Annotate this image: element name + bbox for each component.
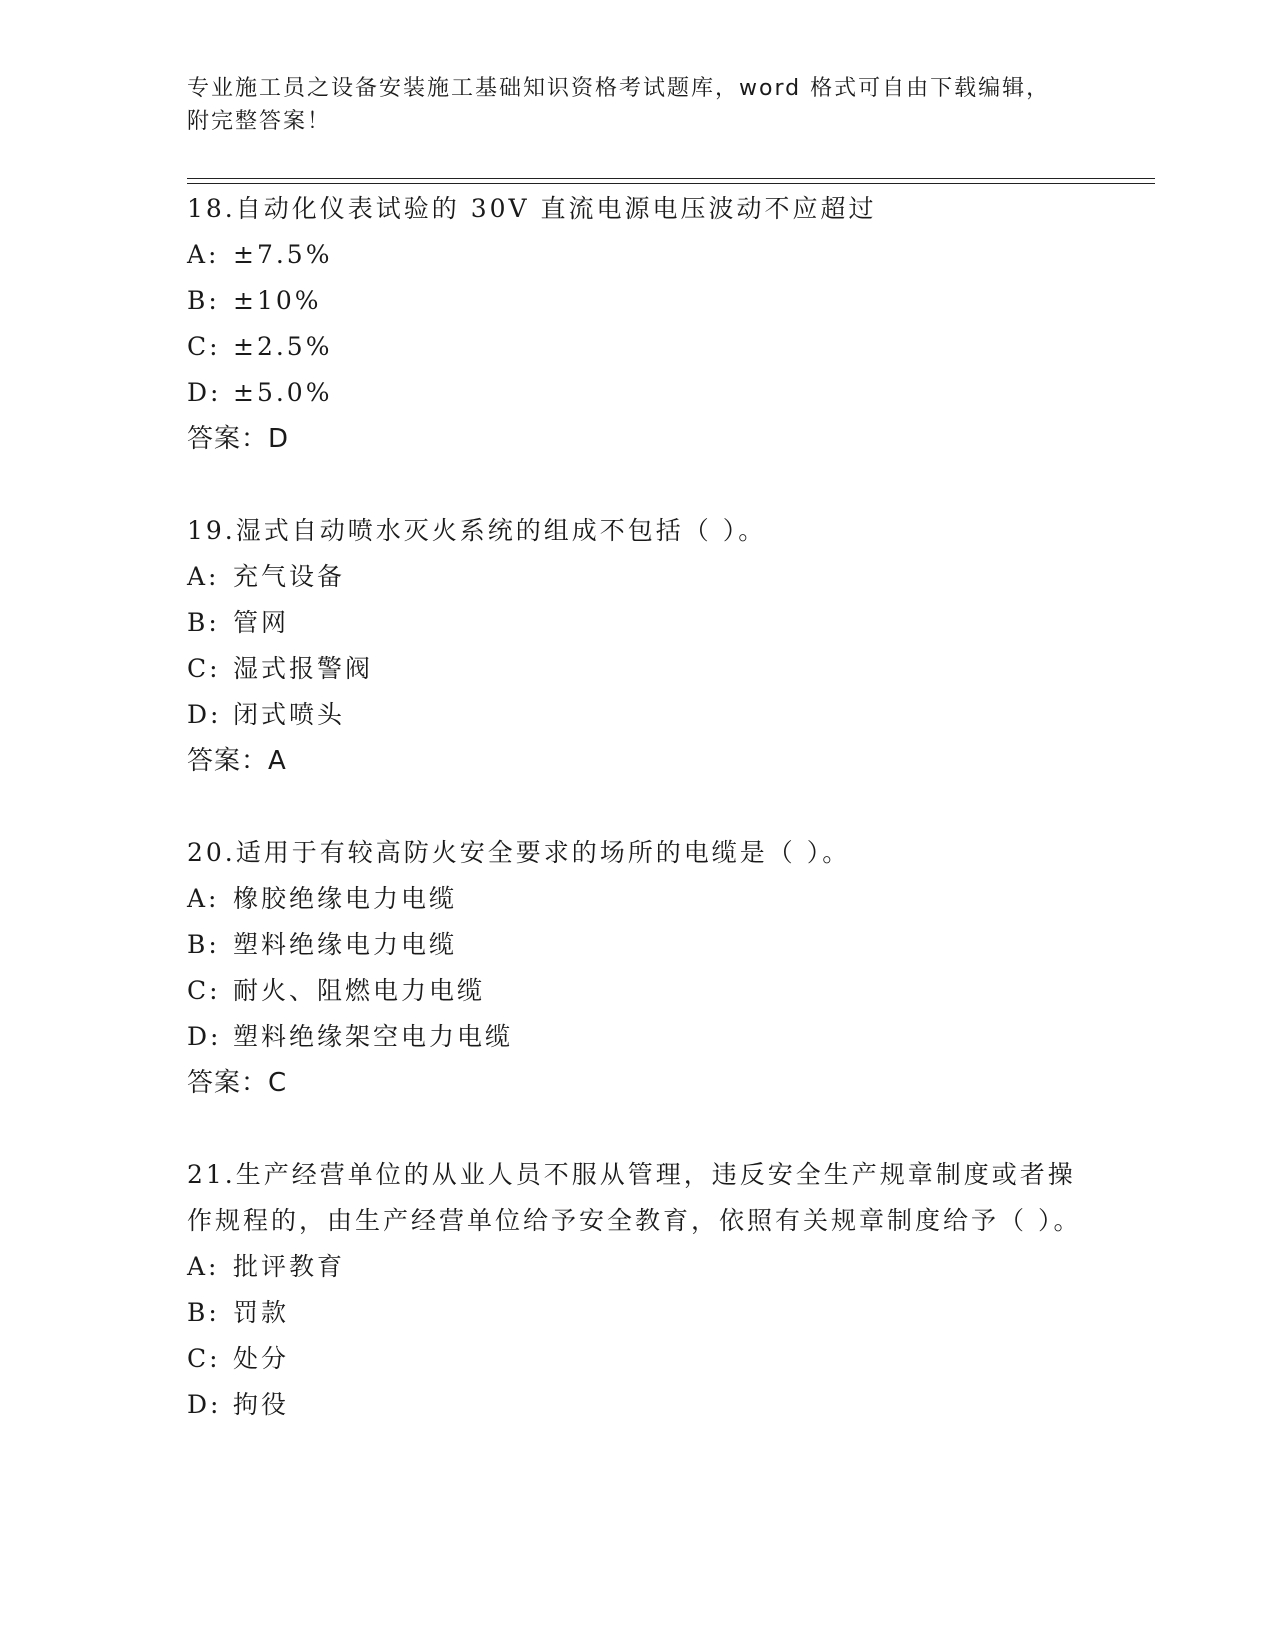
option-letter: B:: [187, 608, 220, 637]
option-a: [187, 876, 1087, 922]
question-19: [187, 508, 1087, 784]
option-c: [187, 1336, 1087, 1382]
question-21: [187, 1152, 1087, 1428]
option-a: [187, 554, 1087, 600]
option-text: 塑料绝缘电力电缆: [233, 930, 458, 959]
option-text: 湿式报警阀: [233, 654, 374, 683]
option-letter: B:: [187, 1298, 220, 1327]
option-b: [187, 600, 1087, 646]
document-header: [187, 72, 1087, 138]
option-letter: A:: [187, 1252, 220, 1281]
option-c: [187, 324, 1087, 370]
header-divider-bottom: [187, 183, 1155, 184]
answer-label: 答案：D: [187, 424, 290, 454]
option-d: [187, 370, 1087, 416]
option-b: [187, 922, 1087, 968]
option-letter: C:: [187, 654, 221, 683]
answer-label: 答案：A: [187, 746, 287, 776]
option-letter: C:: [187, 1344, 221, 1373]
question-18: [187, 186, 1087, 462]
option-text: 罚款: [233, 1298, 290, 1327]
option-letter: C:: [187, 976, 221, 1005]
option-text: ±10%: [233, 286, 322, 315]
option-letter: B:: [187, 286, 220, 315]
option-text: 批评教育: [233, 1252, 346, 1281]
option-text: 耐火、阻燃电力电缆: [233, 976, 486, 1005]
option-letter: A:: [187, 884, 220, 913]
answer-label: 答案：C: [187, 1068, 288, 1098]
option-text: 闭式喷头: [233, 700, 346, 729]
option-text: 塑料绝缘架空电力电缆: [233, 1022, 514, 1051]
question-20: [187, 830, 1087, 1106]
header-divider-top: [187, 178, 1155, 179]
option-letter: D:: [187, 700, 222, 729]
option-c: [187, 968, 1087, 1014]
option-text: ±5.0%: [233, 378, 333, 407]
option-b: [187, 1290, 1087, 1336]
option-text: 管网: [233, 608, 290, 637]
header-line-1: 专业施工员之设备安装施工基础知识资格考试题库，word 格式可自由下载编辑，: [187, 76, 1051, 101]
option-letter: D:: [187, 1390, 222, 1419]
question-stem: 21.生产经营单位的从业人员不服从管理，违反安全生产规章制度或者操作规程的，由生产经营单位给予安全教育，依照有关规章制度给予（ ）。: [187, 1160, 1082, 1235]
question-stem: 19.湿式自动喷水灭火系统的组成不包括（ ）。: [187, 516, 767, 545]
option-a: [187, 1244, 1087, 1290]
option-letter: A:: [187, 562, 220, 591]
option-text: ±2.5%: [233, 332, 333, 361]
question-list: [187, 186, 1087, 1474]
option-letter: D:: [187, 378, 222, 407]
option-letter: D:: [187, 1022, 222, 1051]
option-text: 拘役: [233, 1390, 290, 1419]
question-stem: 18.自动化仪表试验的 30V 直流电源电压波动不应超过: [187, 194, 877, 223]
option-c: [187, 646, 1087, 692]
option-letter: B:: [187, 930, 220, 959]
option-d: [187, 1014, 1087, 1060]
option-text: ±7.5%: [233, 240, 333, 269]
option-d: [187, 692, 1087, 738]
option-text: 处分: [233, 1344, 290, 1373]
option-text: 充气设备: [233, 562, 346, 591]
option-a: [187, 232, 1087, 278]
option-letter: C:: [187, 332, 221, 361]
option-text: 橡胶绝缘电力电缆: [233, 884, 458, 913]
option-d: [187, 1382, 1087, 1428]
header-line-2: 附完整答案！: [187, 109, 332, 134]
question-stem: 20.适用于有较高防火安全要求的场所的电缆是（ ）。: [187, 838, 851, 867]
option-letter: A:: [187, 240, 220, 269]
option-b: [187, 278, 1087, 324]
